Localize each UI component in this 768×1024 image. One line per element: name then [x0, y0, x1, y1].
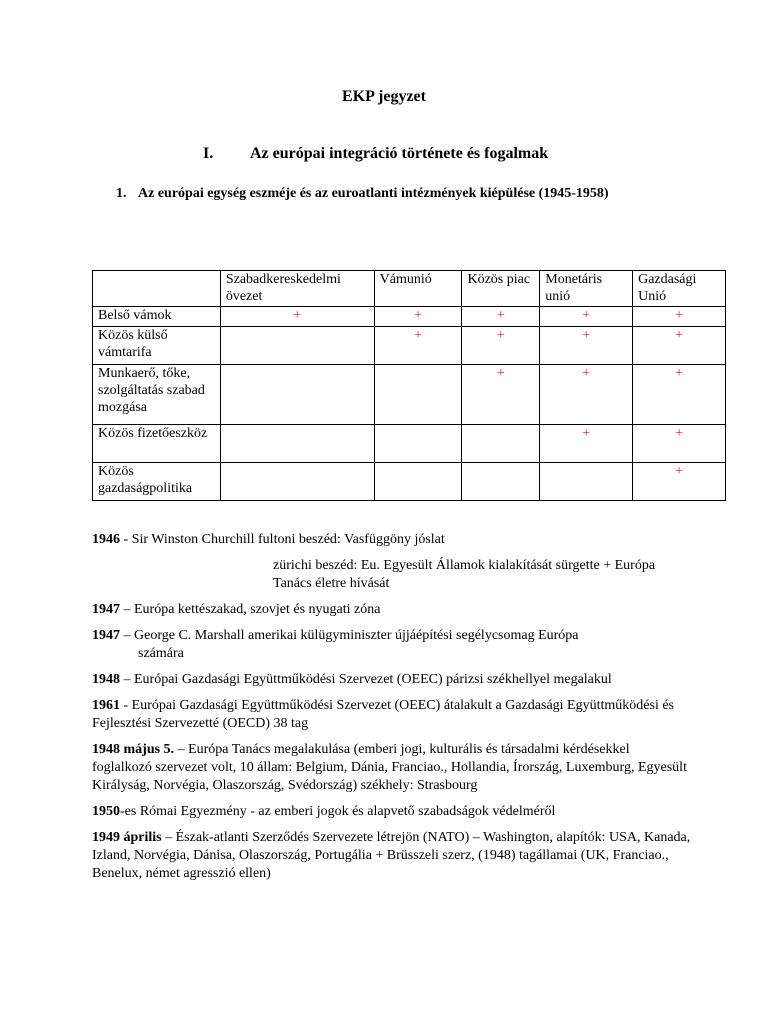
table-header-cell: Monetáris unió	[540, 271, 633, 307]
table-cell: +	[633, 463, 726, 501]
entry-continuation: számára	[138, 646, 184, 661]
timeline-entry	[92, 741, 692, 795]
table-header-row	[93, 271, 726, 307]
chapter-heading	[203, 145, 548, 163]
entry-text: - Sir Winston Churchill fultoni beszéd: Vasfüggöny jóslat	[120, 532, 445, 547]
table-row	[93, 327, 726, 365]
entry-year: 1948 május 5.	[92, 742, 175, 757]
entry-text: – Észak-atlanti Szerződés Szervezete létrejön (NATO) – Washington, alapítók: USA, Kanada, Izland, Norvégia, Dánisa, Olaszország, Portugália + Brüsszeli szerz, (1948) tagállamai (UK, Franciao., Benelux, német agresszió ellen)	[92, 830, 691, 881]
row-label: Közös külső vámtarifa	[93, 327, 221, 365]
table-cell: +	[633, 365, 726, 425]
table-cell: +	[633, 425, 726, 463]
table-cell: +	[374, 307, 462, 327]
entry-text: - Európai Gazdasági Együttműködési Szervezet (OEEC) átalakult a Gazdasági Együttműködési és Fejlesztési Szervezetté (OECD) 38 tag	[92, 698, 674, 731]
table-cell: +	[220, 307, 374, 327]
entry-text: – George C. Marshall amerikai külügyminiszter újjáépítési segélycsomag Európa	[120, 628, 579, 643]
table-header-cell: Szabadkereskedelmi övezet	[220, 271, 374, 307]
table-row	[93, 425, 726, 463]
table-cell	[540, 463, 633, 501]
timeline-entry	[92, 671, 692, 689]
entry-text: – Európai Gazdasági Együttműködési Szervezet (OEEC) párizsi székhellyel megalakul	[120, 672, 612, 687]
table-cell	[462, 463, 540, 501]
entry-continuation: zürichi beszéd: Eu. Egyesült Államok kialakítását sürgette + Európa Tanács életre hívását	[273, 558, 656, 591]
timeline-entry	[92, 531, 692, 593]
page-title: EKP jegyzet	[342, 88, 426, 105]
entry-year: 1950	[92, 804, 120, 819]
timeline-entry	[92, 803, 692, 821]
table-cell: +	[540, 425, 633, 463]
table-cell: +	[540, 327, 633, 365]
table-header-cell: Vámunió	[374, 271, 462, 307]
table-cell	[374, 463, 462, 501]
row-label: Közös fizetőeszköz	[93, 425, 221, 463]
table-cell	[374, 425, 462, 463]
integration-stages-table	[92, 270, 726, 501]
table-cell: +	[633, 307, 726, 327]
table-cell	[220, 327, 374, 365]
section-heading	[116, 186, 609, 202]
table-header-cell	[93, 271, 221, 307]
table-cell: +	[540, 307, 633, 327]
entry-year: 1947	[92, 628, 120, 643]
timeline-entry	[92, 829, 692, 883]
table-header-cell: Gazdasági Unió	[633, 271, 726, 307]
row-label: Belső vámok	[93, 307, 221, 327]
table-cell: +	[462, 365, 540, 425]
table-cell: +	[374, 327, 462, 365]
table-cell	[220, 463, 374, 501]
timeline-entry	[92, 601, 692, 619]
section-number: 1.	[116, 186, 127, 201]
table-cell	[462, 425, 540, 463]
table-row	[93, 307, 726, 327]
entry-year: 1947	[92, 602, 120, 617]
row-label: Munkaerő, tőke, szolgáltatás szabad mozgása	[93, 365, 221, 425]
table-cell	[220, 365, 374, 425]
timeline-entry	[92, 627, 692, 663]
chapter-number: I.	[203, 145, 214, 162]
entry-year: 1949 április	[92, 830, 162, 845]
table-row	[93, 365, 726, 425]
row-label: Közös gazdaságpolitika	[93, 463, 221, 501]
timeline-entry	[92, 697, 692, 733]
entry-text: -es Római Egyezmény - az emberi jogok és alapvető szabadságok védelméről	[120, 804, 556, 819]
entry-text: – Európa kettészakad, szovjet és nyugati zóna	[120, 602, 381, 617]
table-cell: +	[462, 307, 540, 327]
entry-text: – Európa Tanács megalakulása (emberi jogi, kulturális és társadalmi kérdésekkel foglalkozó szervezet volt, 10 állam: Belgium, Dánia, Franciao., Hollandia, Írország, Luxemburg, Egyesült Királyság, Norvégia, Olaszország, Svédország) székhely: Strasbourg	[92, 742, 687, 793]
table-cell	[220, 425, 374, 463]
entry-year: 1946	[92, 532, 120, 547]
table-header-cell: Közös piac	[462, 271, 540, 307]
timeline-list	[92, 531, 692, 891]
table-row	[93, 463, 726, 501]
table-cell	[374, 365, 462, 425]
table-cell: +	[462, 327, 540, 365]
section-title: Az európai egység eszméje és az euroatlanti intézmények kiépülése (1945-1958)	[138, 186, 609, 201]
table-cell: +	[633, 327, 726, 365]
table-cell: +	[540, 365, 633, 425]
entry-year: 1948	[92, 672, 120, 687]
chapter-title: Az európai integráció története és fogalmak	[250, 145, 549, 162]
entry-year: 1961	[92, 698, 120, 713]
